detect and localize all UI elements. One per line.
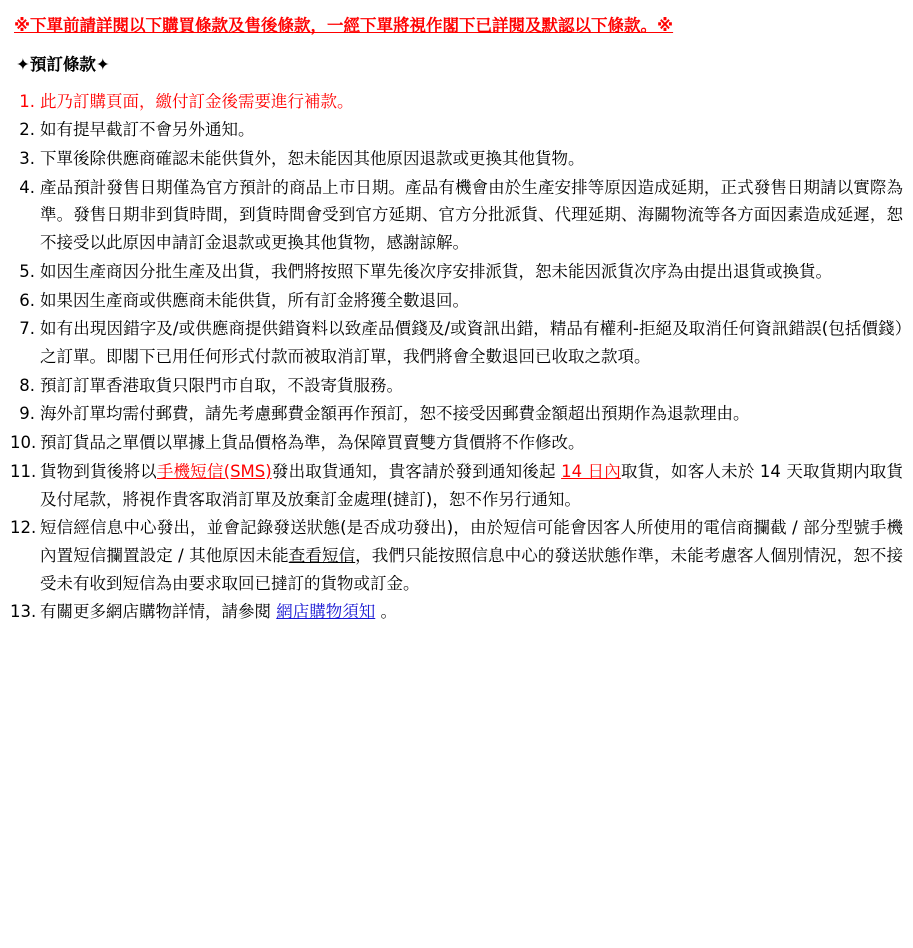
term-item xyxy=(10,458,903,513)
term-text: 此乃訂購頁面，繳付訂金後需要進行補款。 xyxy=(40,91,354,111)
term-text: 預訂貨品之單價以單據上貨品價格為準，為保障買賣雙方貨價將不作修改。 xyxy=(40,433,585,453)
term-number: 7. xyxy=(19,319,35,339)
term-item xyxy=(10,145,903,173)
term-item xyxy=(10,598,903,626)
term-text: 產品預計發售日期僅為官方預計的商品上市日期。產品有機會由於生產安排等原因造成延期，正式發售日期請以實際為準。發售日期非到貨時間，到貨時間會受到官方延期、官方分批派貨、代理延期、海關物流等各方面因素造成延遲，恕不接受以此原因申請訂金退款或更換其他貨物，感謝諒解。 xyxy=(40,177,903,253)
term-number: 3. xyxy=(19,148,35,168)
shop-guide-link[interactable]: 網店購物須知 xyxy=(276,602,376,622)
term-number: 4. xyxy=(19,177,35,197)
emphasis-underline-red: 14 日內 xyxy=(561,461,621,481)
term-number: 6. xyxy=(19,290,35,310)
term-item xyxy=(10,116,903,144)
term-text: 下單後除供應商確認未能供貨外，恕未能因其他原因退款或更換其他貨物。 xyxy=(40,148,585,168)
term-text xyxy=(40,598,903,626)
term-text-segment: 短信經信息中心發出，並會記錄發送狀態(是否成功發出)，由於短信可能會因客人所使用的電信商攔截 / 部分型號手機內置短信攔置設定 / 其他原因未能 xyxy=(40,518,903,565)
term-text: 海外訂單均需付郵費，請先考慮郵費金額再作預訂，恕不接受因郵費金額超出預期作為退款理由。 xyxy=(40,404,750,424)
term-number: 5. xyxy=(19,261,35,281)
emphasis-underline-red: 手機短信(SMS) xyxy=(156,461,272,481)
term-text: 如因生產商因分批生產及出貨，我們將按照下單先後次序安排派貨，恕未能因派貨次序為由提出退貨或換貨。 xyxy=(40,261,832,281)
term-item xyxy=(10,372,903,400)
term-text xyxy=(40,514,903,597)
section-title-preorder-terms: ✦預訂條款✦ xyxy=(16,54,110,74)
alert-headline: ※下單前請詳閱以下購買條款及售後條款，一經下單將視作閣下已詳閱及默認以下條款。※ xyxy=(14,16,674,35)
term-text: 如果因生產商或供應商未能供貨，所有訂金將獲全數退回。 xyxy=(40,290,469,310)
term-item xyxy=(10,258,903,286)
term-item xyxy=(10,315,903,370)
term-item xyxy=(10,400,903,428)
emphasis-underline: 查看短信 xyxy=(288,546,356,565)
term-number: 10. xyxy=(10,433,37,453)
term-text-segment: 有關更多網店購物詳情，請參閱 xyxy=(40,602,277,622)
term-text: 預訂訂單香港取貨只限門市自取，不設寄貨服務。 xyxy=(40,375,403,395)
term-number: 8. xyxy=(19,375,35,395)
term-text-segment: ，我們只能按照信息中心的發送狀態作準，未能考慮客人個別情況，恕不接受未有收到短信為由要求取回已撻訂的貨物或訂金。 xyxy=(40,546,904,593)
term-text xyxy=(40,458,903,513)
term-text-segment: 。 xyxy=(375,602,397,622)
term-text-segment: 取貨，如客人未於 14 天取貨期内取貨及付尾款，將視作貴客取消訂單及放棄訂金處理(撻訂)，恕不作另行通知。 xyxy=(40,461,904,509)
term-number: 11. xyxy=(10,461,37,481)
term-item xyxy=(10,88,903,116)
term-number: 13. xyxy=(10,602,37,622)
term-number: 1. xyxy=(19,91,35,111)
term-item xyxy=(10,429,903,457)
term-item xyxy=(10,287,903,315)
term-number: 12. xyxy=(10,518,37,538)
term-text-segment: 貨物到貨後將以 xyxy=(40,461,157,481)
term-text: 如有出現因錯字及/或供應商提供錯資料以致產品價錢及/或資訊出錯，精品有權利-拒絕及取消任何資訊錯誤(包括價錢）之訂單。即閣下已用任何形式付款而被取消訂單，我們將會全數退回已收取之款項。 xyxy=(40,319,903,366)
terms-list xyxy=(10,88,903,627)
term-text: 如有提早截訂不會另外通知。 xyxy=(40,120,255,140)
term-item xyxy=(10,514,903,597)
term-text-segment: 發出取貨通知，貴客請於發到通知後起 xyxy=(271,461,562,481)
term-number: 2. xyxy=(19,120,35,140)
term-item xyxy=(10,174,903,257)
term-number: 9. xyxy=(19,404,35,424)
